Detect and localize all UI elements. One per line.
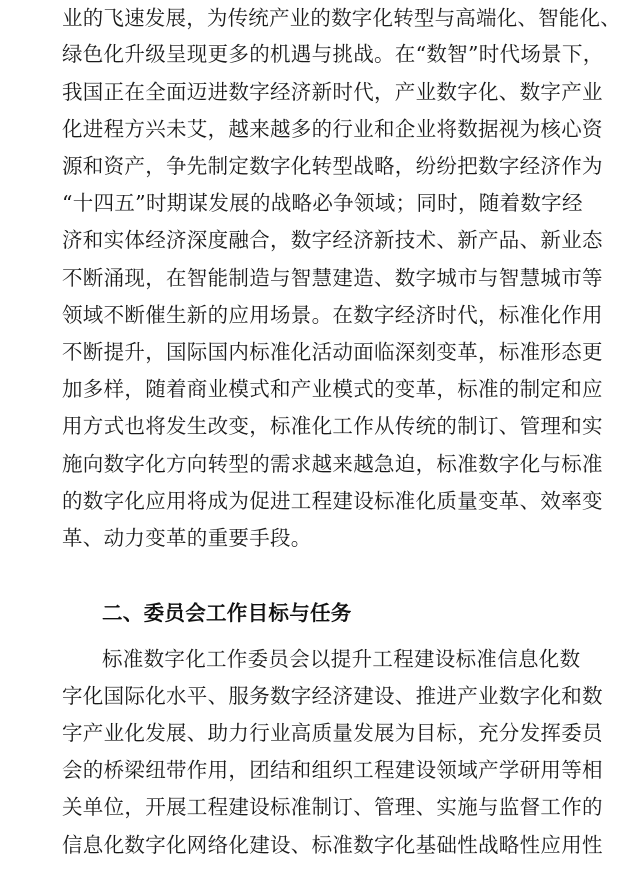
text-line: 标准数字化工作委员会以提升工程建设标准信息化数 <box>102 647 581 671</box>
text-line: 不断涌现，在智能制造与智慧建造、数字城市与智慧城市等 <box>62 266 603 290</box>
text-line: 绿色化升级呈现更多的机遇与挑战。在“数智”时代场景下， <box>62 42 604 66</box>
text-line: 加多样，随着商业模式和产业模式的变革，标准的制定和应 <box>62 377 603 401</box>
text-line: 用方式也将发生改变，标准化工作从传统的制订、管理和实 <box>62 414 603 438</box>
text-line: 信息化数字化网络化建设、标准数字化基础性战略性应用性 <box>62 833 603 857</box>
text-line: 源和资产，争先制定数字化转型战略，纷纷把数字经济作为 <box>62 154 603 178</box>
text-line: 化进程方兴未艾，越来越多的行业和企业将数据视为核心资 <box>62 117 603 141</box>
text-line: 不断提升，国际国内标准化活动面临深刻变革，标准形态更 <box>62 340 603 364</box>
text-line: “十四五”时期谋发展的战略必争领域；同时，随着数字经 <box>62 191 583 215</box>
text-line: 革、动力变革的重要手段。 <box>62 526 312 550</box>
text-line: 施向数字化方向转型的需求越来越急迫，标准数字化与标准 <box>62 452 603 476</box>
text-line: 字产业化发展、助力行业高质量发展为目标，充分发挥委员 <box>62 721 603 745</box>
section-heading: 二、委员会工作目标与任务 <box>102 601 352 625</box>
text-line: 业的飞速发展，为传统产业的数字化转型与高端化、智能化、 <box>62 6 621 30</box>
text-line: 字化国际化水平、服务数字经济建设、推进产业数字化和数 <box>62 684 603 708</box>
text-line: 关单位，开展工程建设标准制订、管理、实施与监督工作的 <box>62 795 603 819</box>
text-line: 济和实体经济深度融合，数字经济新技术、新产品、新业态 <box>62 228 603 252</box>
text-line: 我国正在全面迈进数字经济新时代，产业数字化、数字产业 <box>62 80 603 104</box>
text-line: 的数字化应用将成为促进工程建设标准化质量变革、效率变 <box>62 489 603 513</box>
text-line: 会的桥梁纽带作用，团结和组织工程建设领域产学研用等相 <box>62 758 603 782</box>
text-line: 领域不断催生新的应用场景。在数字经济时代，标准化作用 <box>62 303 603 327</box>
